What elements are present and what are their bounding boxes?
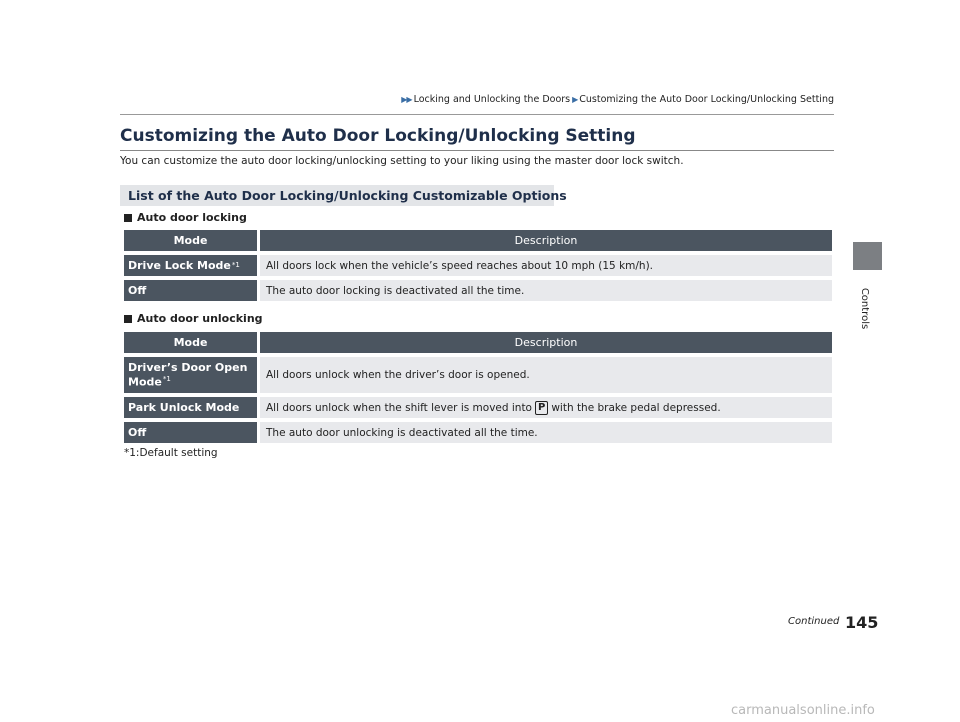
description-cell: All doors unlock when the driver’s door is opened. — [260, 357, 832, 393]
section-heading-text: List of the Auto Door Locking/Unlocking Customizable Options — [128, 188, 567, 203]
mode-text: Drive Lock Mode — [128, 258, 231, 272]
double-arrow-icon: ▶▶ — [401, 95, 412, 104]
side-tab[interactable] — [853, 242, 882, 270]
title-rule — [120, 150, 834, 151]
table-row — [124, 280, 832, 301]
breadcrumb — [386, 94, 834, 105]
mode-cell — [124, 357, 257, 393]
description-cell: The auto door locking is deactivated all the time. — [260, 280, 832, 301]
page-title: Customizing the Auto Door Locking/Unlocking Setting — [120, 126, 636, 146]
subheading-text: Auto door locking — [137, 211, 247, 224]
unlocking-table — [124, 332, 832, 447]
page-number: 145 — [845, 613, 879, 632]
locking-table — [124, 230, 832, 305]
intro-text: You can customize the auto door locking/unlocking setting to your liking using the master door lock switch. — [120, 155, 684, 167]
breadcrumb-item-page[interactable]: Customizing the Auto Door Locking/Unlocking Setting — [579, 94, 834, 105]
description-cell: All doors lock when the vehicle’s speed reaches about 10 mph (15 km/h). — [260, 255, 832, 276]
square-bullet-icon — [124, 315, 132, 323]
mode-cell: Park Unlock Mode — [124, 397, 257, 418]
arrow-icon: ▶ — [572, 95, 578, 104]
mode-text: Driver’s Door Open Mode$^{*1}$ — [128, 360, 248, 389]
gear-p-icon: P — [535, 401, 548, 415]
description-cell: All doors unlock when the shift lever is moved into P with the brake pedal depressed. — [260, 397, 832, 418]
continued-label: Continued — [788, 616, 840, 627]
description-cell: The auto door unlocking is deactivated all the time. — [260, 422, 832, 443]
subheading-auto-door-locking — [124, 211, 247, 224]
mode-cell — [124, 255, 257, 276]
watermark: carmanualsonline.info — [731, 703, 875, 718]
footnote: *1:Default setting — [124, 447, 218, 459]
table-header-row — [124, 332, 832, 353]
table-header-row — [124, 230, 832, 251]
header-mode: Mode — [124, 332, 257, 353]
table-row — [124, 255, 832, 276]
side-tab-label: Controls — [859, 287, 871, 329]
section-heading — [120, 185, 567, 206]
table-row — [124, 397, 832, 418]
header-mode: Mode — [124, 230, 257, 251]
square-bullet-icon — [124, 214, 132, 222]
mode-cell: Off — [124, 280, 257, 301]
header-description: Description — [260, 230, 832, 251]
footnote-mark: *1 — [162, 374, 171, 383]
header-description: Description — [260, 332, 832, 353]
table-row — [124, 422, 832, 443]
breadcrumb-item-section[interactable]: Locking and Unlocking the Doors — [413, 94, 571, 105]
table-row — [124, 357, 832, 393]
subheading-auto-door-unlocking — [124, 312, 263, 325]
header-rule — [120, 114, 834, 115]
mode-cell: Off — [124, 422, 257, 443]
footnote-mark: *1 — [231, 261, 240, 270]
subheading-text: Auto door unlocking — [137, 312, 263, 325]
